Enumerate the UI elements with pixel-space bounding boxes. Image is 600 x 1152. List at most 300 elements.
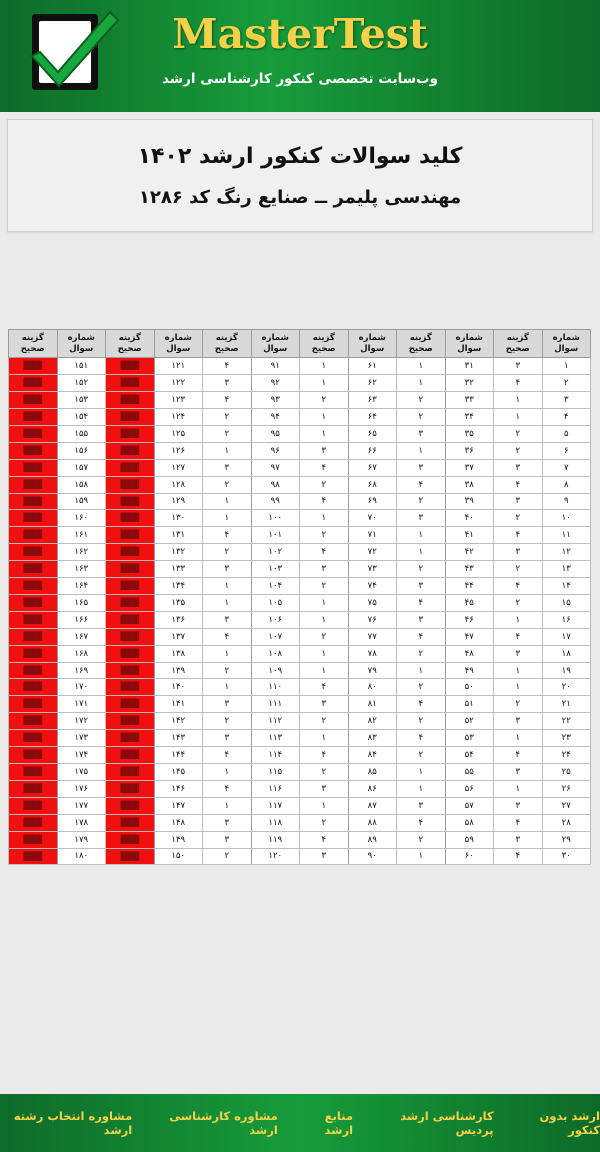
question-number-cell: ۱۰۴ [251, 578, 300, 595]
answer-cell: ۱ [203, 594, 252, 611]
answer-cell: ۲ [397, 831, 446, 848]
question-number-cell: ۹۷ [251, 459, 300, 476]
answer-cell: ۲ [300, 764, 349, 781]
question-number-cell: ۱۰۶ [251, 611, 300, 628]
question-number-cell: ۱۷۲ [57, 713, 106, 730]
question-number-cell: ۳۳ [445, 392, 494, 409]
answer-hidden-cell[interactable] [106, 730, 155, 747]
question-number-cell: ۲۳ [542, 730, 591, 747]
question-number-cell: ۸۵ [348, 764, 397, 781]
answer-hidden-cell[interactable] [9, 831, 58, 848]
answer-cell: ۱ [397, 764, 446, 781]
question-number-cell: ۱۳۸ [154, 645, 203, 662]
table-row [9, 442, 591, 459]
question-number-cell: ۵۴ [445, 747, 494, 764]
answer-hidden-cell[interactable] [9, 493, 58, 510]
answer-hidden-cell[interactable] [9, 730, 58, 747]
question-number-cell: ۸۷ [348, 797, 397, 814]
question-number-cell: ۱۶۶ [57, 611, 106, 628]
answer-hidden-cell[interactable] [9, 713, 58, 730]
answer-cell: ۲ [300, 814, 349, 831]
hidden-answer-mask: ███ [9, 629, 57, 645]
question-number-cell: ۷ [542, 459, 591, 476]
question-number-cell: ۸۰ [348, 679, 397, 696]
question-number-cell: ۶۳ [348, 392, 397, 409]
answer-hidden-cell[interactable] [106, 544, 155, 561]
hidden-answer-mask: ███ [9, 595, 57, 611]
question-number-cell: ۱۵ [542, 594, 591, 611]
table-row [9, 594, 591, 611]
question-number-cell: ۹۴ [251, 408, 300, 425]
answer-hidden-cell[interactable] [9, 408, 58, 425]
answer-cell: ۲ [397, 645, 446, 662]
footer-links [0, 1109, 600, 1137]
question-number-cell: ۵۱ [445, 696, 494, 713]
table-body [9, 358, 591, 865]
answer-hidden-cell[interactable] [106, 713, 155, 730]
question-number-cell: ۱۴۱ [154, 696, 203, 713]
question-number-cell: ۹۱ [251, 358, 300, 375]
footer-link-3[interactable]: منابع ارشد [324, 1109, 354, 1137]
question-number-cell: ۷۷ [348, 628, 397, 645]
answer-cell: ۳ [300, 561, 349, 578]
answer-hidden-cell[interactable] [9, 797, 58, 814]
footer-link-2[interactable]: کارشناسی ارشد پردیس [400, 1109, 494, 1137]
answer-hidden-cell[interactable] [9, 814, 58, 831]
answer-hidden-cell[interactable] [9, 527, 58, 544]
hidden-answer-mask: ███ [106, 392, 154, 408]
hidden-answer-mask: ███ [106, 696, 154, 712]
answer-hidden-cell[interactable] [9, 392, 58, 409]
question-number-cell: ۶۱ [348, 358, 397, 375]
question-number-cell: ۱۲۸ [154, 476, 203, 493]
answer-cell: ۲ [494, 510, 543, 527]
question-number-cell: ۱۱۸ [251, 814, 300, 831]
hidden-answer-mask: ███ [9, 375, 57, 391]
hidden-answer-mask: ███ [9, 764, 57, 780]
answer-cell: ۱ [397, 780, 446, 797]
answer-hidden-cell[interactable] [9, 679, 58, 696]
answer-hidden-cell[interactable] [9, 544, 58, 561]
question-number-cell: ۴۸ [445, 645, 494, 662]
answer-cell: ۳ [203, 375, 252, 392]
answer-cell: ۳ [397, 510, 446, 527]
question-number-cell: ۱۷۹ [57, 831, 106, 848]
hidden-answer-mask: ███ [106, 443, 154, 459]
question-number-cell: ۱۲۴ [154, 408, 203, 425]
question-number-cell: ۱۳۷ [154, 628, 203, 645]
answer-cell: ۲ [494, 594, 543, 611]
footer-link-5[interactable]: مشاوره انتخاب رشته ارشد [13, 1109, 133, 1137]
question-number-cell: ۴۵ [445, 594, 494, 611]
question-number-cell: ۱۲۵ [154, 425, 203, 442]
table-row [9, 358, 591, 375]
question-number-cell: ۱۴۴ [154, 747, 203, 764]
answer-hidden-cell[interactable] [106, 527, 155, 544]
answer-cell: ۲ [300, 578, 349, 595]
question-number-cell: ۴ [542, 408, 591, 425]
question-number-cell: ۱۴۶ [154, 780, 203, 797]
answer-cell: ۴ [494, 375, 543, 392]
answer-hidden-cell[interactable] [9, 645, 58, 662]
table-row [9, 628, 591, 645]
question-number-cell: ۹ [542, 493, 591, 510]
answer-hidden-cell[interactable] [9, 375, 58, 392]
answer-cell: ۲ [397, 392, 446, 409]
question-number-cell: ۱۵۸ [57, 476, 106, 493]
question-number-cell: ۱۶۷ [57, 628, 106, 645]
hidden-answer-mask: ███ [9, 815, 57, 831]
table-row [9, 476, 591, 493]
question-number-cell: ۱۳۰ [154, 510, 203, 527]
question-number-cell: ۸۸ [348, 814, 397, 831]
hidden-answer-mask: ███ [9, 781, 57, 797]
table-row [9, 831, 591, 848]
answer-cell: ۳ [397, 425, 446, 442]
question-number-cell: ۳۷ [445, 459, 494, 476]
hidden-answer-mask: ███ [106, 578, 154, 594]
question-number-cell: ۱۱۵ [251, 764, 300, 781]
question-number-cell: ۷۹ [348, 662, 397, 679]
question-number-cell: ۸۶ [348, 780, 397, 797]
answer-cell: ۱ [203, 679, 252, 696]
answer-cell: ۴ [494, 578, 543, 595]
table-row [9, 713, 591, 730]
answer-hidden-cell[interactable] [9, 764, 58, 781]
question-number-cell: ۱۴۸ [154, 814, 203, 831]
answer-hidden-cell[interactable] [106, 814, 155, 831]
question-number-cell: ۷۸ [348, 645, 397, 662]
question-number-cell: ۱۹ [542, 662, 591, 679]
question-number-cell: ۱۰ [542, 510, 591, 527]
col-header-answer-3: گزینه صحیح [300, 330, 349, 358]
question-number-cell: ۵۳ [445, 730, 494, 747]
col-header-answer-4: گزینه صحیح [203, 330, 252, 358]
answer-hidden-cell[interactable] [106, 408, 155, 425]
answer-cell: ۱ [300, 425, 349, 442]
question-number-cell: ۷۰ [348, 510, 397, 527]
hidden-answer-mask: ███ [9, 392, 57, 408]
table-row [9, 730, 591, 747]
question-number-cell: ۶۲ [348, 375, 397, 392]
question-number-cell: ۱۲۲ [154, 375, 203, 392]
answer-hidden-cell[interactable] [106, 628, 155, 645]
answer-hidden-cell[interactable] [9, 442, 58, 459]
question-number-cell: ۵۲ [445, 713, 494, 730]
brand-title: MasterTest [172, 10, 428, 58]
hidden-answer-mask: ███ [9, 696, 57, 712]
question-number-cell: ۹۶ [251, 442, 300, 459]
question-number-cell: ۹۰ [348, 848, 397, 865]
answer-hidden-cell[interactable] [9, 848, 58, 865]
answer-cell: ۴ [300, 831, 349, 848]
answer-cell: ۱ [397, 375, 446, 392]
hidden-answer-mask: ███ [9, 561, 57, 577]
answer-hidden-cell[interactable] [106, 442, 155, 459]
table-row [9, 780, 591, 797]
answer-hidden-cell[interactable] [106, 611, 155, 628]
table-row [9, 561, 591, 578]
question-number-cell: ۲۴ [542, 747, 591, 764]
table-row [9, 493, 591, 510]
col-header-question-6: شماره سوال [57, 330, 106, 358]
question-number-cell: ۲۰ [542, 679, 591, 696]
question-number-cell: ۱۰۷ [251, 628, 300, 645]
question-number-cell: ۱۰۹ [251, 662, 300, 679]
question-number-cell: ۳۰ [542, 848, 591, 865]
question-number-cell: ۱۷ [542, 628, 591, 645]
answer-cell: ۳ [494, 544, 543, 561]
answer-cell: ۱ [300, 730, 349, 747]
footer-link-1[interactable]: ارشد بدون کنکور [539, 1109, 600, 1137]
question-number-cell: ۵۷ [445, 797, 494, 814]
answer-hidden-cell[interactable] [106, 392, 155, 409]
answer-hidden-cell[interactable] [106, 797, 155, 814]
answer-hidden-cell[interactable] [106, 425, 155, 442]
answer-hidden-cell[interactable] [106, 848, 155, 865]
question-number-cell: ۲۸ [542, 814, 591, 831]
answer-hidden-cell[interactable] [106, 493, 155, 510]
answer-hidden-cell[interactable] [9, 696, 58, 713]
answer-hidden-cell[interactable] [106, 358, 155, 375]
answer-cell: ۲ [300, 628, 349, 645]
question-number-cell: ۶۶ [348, 442, 397, 459]
question-number-cell: ۱۱ [542, 527, 591, 544]
hidden-answer-mask: ███ [106, 544, 154, 560]
answer-cell: ۲ [203, 425, 252, 442]
question-number-cell: ۵۶ [445, 780, 494, 797]
answer-hidden-cell[interactable] [9, 611, 58, 628]
answer-hidden-cell[interactable] [106, 662, 155, 679]
answer-cell: ۴ [300, 747, 349, 764]
question-number-cell: ۱۸۰ [57, 848, 106, 865]
col-header-question-1: شماره سوال [542, 330, 591, 358]
answer-hidden-cell[interactable] [9, 578, 58, 595]
answer-cell: ۱ [300, 375, 349, 392]
question-number-cell: ۴۹ [445, 662, 494, 679]
answer-hidden-cell[interactable] [106, 375, 155, 392]
question-number-cell: ۱۶۳ [57, 561, 106, 578]
question-number-cell: ۱۵۹ [57, 493, 106, 510]
answer-cell: ۲ [300, 476, 349, 493]
answer-hidden-cell[interactable] [106, 764, 155, 781]
answer-cell: ۴ [203, 358, 252, 375]
hidden-answer-mask: ███ [106, 679, 154, 695]
hidden-answer-mask: ███ [106, 646, 154, 662]
question-number-cell: ۱۲۷ [154, 459, 203, 476]
question-number-cell: ۱۴۰ [154, 679, 203, 696]
answer-cell: ۴ [397, 730, 446, 747]
answer-cell: ۲ [494, 696, 543, 713]
answer-cell: ۳ [300, 442, 349, 459]
answer-cell: ۲ [494, 561, 543, 578]
col-header-question-2: شماره سوال [445, 330, 494, 358]
answer-cell: ۱ [397, 442, 446, 459]
question-number-cell: ۶۹ [348, 493, 397, 510]
question-number-cell: ۱۵۲ [57, 375, 106, 392]
question-number-cell: ۱۶۱ [57, 527, 106, 544]
table-head [9, 330, 591, 358]
table-row [9, 510, 591, 527]
hidden-answer-mask: ███ [9, 477, 57, 493]
answer-cell: ۱ [203, 578, 252, 595]
answer-hidden-cell[interactable] [9, 358, 58, 375]
answer-hidden-cell[interactable] [9, 747, 58, 764]
answer-hidden-cell[interactable] [9, 628, 58, 645]
question-number-cell: ۳۶ [445, 442, 494, 459]
answer-cell: ۳ [494, 645, 543, 662]
question-number-cell: ۴۶ [445, 611, 494, 628]
hidden-answer-mask: ███ [9, 849, 57, 865]
hidden-answer-mask: ███ [106, 595, 154, 611]
hidden-answer-mask: ███ [9, 663, 57, 679]
answer-cell: ۴ [397, 696, 446, 713]
question-number-cell: ۶ [542, 442, 591, 459]
question-number-cell: ۱۴۵ [154, 764, 203, 781]
answer-cell: ۱ [300, 645, 349, 662]
question-number-cell: ۵ [542, 425, 591, 442]
answer-cell: ۲ [300, 713, 349, 730]
answer-cell: ۳ [397, 578, 446, 595]
hidden-answer-mask: ███ [9, 578, 57, 594]
answer-cell: ۳ [494, 459, 543, 476]
question-number-cell: ۱۲۶ [154, 442, 203, 459]
hidden-answer-mask: ███ [106, 460, 154, 476]
question-number-cell: ۸۱ [348, 696, 397, 713]
question-number-cell: ۸۲ [348, 713, 397, 730]
col-header-answer-6: گزینه صحیح [9, 330, 58, 358]
answer-cell: ۴ [203, 527, 252, 544]
answer-hidden-cell[interactable] [9, 459, 58, 476]
answer-cell: ۴ [203, 780, 252, 797]
question-number-cell: ۳۸ [445, 476, 494, 493]
table-row [9, 392, 591, 409]
page-title: کلید سوالات کنکور ارشد ۱۴۰۲ [137, 143, 463, 169]
answer-cell: ۱ [203, 510, 252, 527]
question-number-cell: ۹۲ [251, 375, 300, 392]
answer-hidden-cell[interactable] [106, 476, 155, 493]
answer-cell: ۴ [300, 493, 349, 510]
answer-hidden-cell[interactable] [9, 561, 58, 578]
answer-hidden-cell[interactable] [106, 578, 155, 595]
question-number-cell: ۱۳ [542, 561, 591, 578]
answer-cell: ۱ [300, 611, 349, 628]
brand-subtitle: وب‌سایت تخصصی کنکور کارشناسی ارشد [162, 71, 438, 88]
question-number-cell: ۱۷۳ [57, 730, 106, 747]
answer-hidden-cell[interactable] [106, 780, 155, 797]
footer-link-4[interactable]: مشاوره کارشناسی ارشد [169, 1109, 278, 1137]
answer-cell: ۳ [494, 358, 543, 375]
answer-hidden-cell[interactable] [9, 780, 58, 797]
hidden-answer-mask: ███ [106, 798, 154, 814]
hidden-answer-mask: ███ [9, 544, 57, 560]
question-number-cell: ۵۸ [445, 814, 494, 831]
question-number-cell: ۸۳ [348, 730, 397, 747]
hidden-answer-mask: ███ [9, 494, 57, 510]
question-number-cell: ۸۴ [348, 747, 397, 764]
answer-cell: ۱ [494, 780, 543, 797]
question-number-cell: ۱۳۶ [154, 611, 203, 628]
question-number-cell: ۴۰ [445, 510, 494, 527]
hidden-answer-mask: ███ [106, 510, 154, 526]
table-row [9, 611, 591, 628]
question-number-cell: ۸ [542, 476, 591, 493]
answer-hidden-cell[interactable] [106, 510, 155, 527]
answer-cell: ۴ [397, 594, 446, 611]
answer-hidden-cell[interactable] [106, 594, 155, 611]
hidden-answer-mask: ███ [106, 663, 154, 679]
answer-cell: ۱ [397, 527, 446, 544]
answer-cell: ۱ [494, 679, 543, 696]
answer-hidden-cell[interactable] [106, 645, 155, 662]
answer-hidden-cell[interactable] [106, 459, 155, 476]
hidden-answer-mask: ███ [106, 747, 154, 763]
question-number-cell: ۱۷۷ [57, 797, 106, 814]
question-number-cell: ۱۲۹ [154, 493, 203, 510]
question-number-cell: ۴۲ [445, 544, 494, 561]
question-number-cell: ۱۵۴ [57, 408, 106, 425]
answer-cell: ۳ [203, 831, 252, 848]
col-header-answer-2: گزینه صحیح [397, 330, 446, 358]
answer-cell: ۲ [203, 544, 252, 561]
hidden-answer-mask: ███ [106, 713, 154, 729]
answer-hidden-cell[interactable] [106, 831, 155, 848]
question-number-cell: ۱۱۰ [251, 679, 300, 696]
answer-cell: ۱ [494, 730, 543, 747]
answer-hidden-cell[interactable] [9, 476, 58, 493]
hidden-answer-mask: ███ [9, 612, 57, 628]
answer-cell: ۴ [397, 476, 446, 493]
question-number-cell: ۱۱۳ [251, 730, 300, 747]
answer-cell: ۴ [494, 747, 543, 764]
question-number-cell: ۶۸ [348, 476, 397, 493]
col-header-question-5: شماره سوال [154, 330, 203, 358]
answer-hidden-cell[interactable] [106, 747, 155, 764]
question-number-cell: ۵۵ [445, 764, 494, 781]
question-number-cell: ۲۲ [542, 713, 591, 730]
question-number-cell: ۱۱۲ [251, 713, 300, 730]
answer-cell: ۳ [300, 848, 349, 865]
hidden-answer-mask: ███ [9, 713, 57, 729]
answer-cell: ۴ [494, 848, 543, 865]
answer-cell: ۲ [397, 713, 446, 730]
question-number-cell: ۱۴۹ [154, 831, 203, 848]
answer-hidden-cell[interactable] [9, 662, 58, 679]
answer-hidden-cell[interactable] [9, 510, 58, 527]
answer-hidden-cell[interactable] [9, 425, 58, 442]
answer-cell: ۱ [203, 764, 252, 781]
question-number-cell: ۱۶۴ [57, 578, 106, 595]
hidden-answer-mask: ███ [9, 527, 57, 543]
answer-hidden-cell[interactable] [106, 679, 155, 696]
question-number-cell: ۶۴ [348, 408, 397, 425]
question-number-cell: ۱۸ [542, 645, 591, 662]
answer-cell: ۳ [300, 696, 349, 713]
table-row [9, 544, 591, 561]
answer-hidden-cell[interactable] [9, 594, 58, 611]
answer-cell: ۳ [203, 459, 252, 476]
question-number-cell: ۱۲۳ [154, 392, 203, 409]
answer-cell: ۲ [397, 679, 446, 696]
answer-cell: ۴ [494, 814, 543, 831]
table-row [9, 696, 591, 713]
question-number-cell: ۱۷۱ [57, 696, 106, 713]
answer-hidden-cell[interactable] [106, 561, 155, 578]
question-number-cell: ۹۵ [251, 425, 300, 442]
question-number-cell: ۱۶۰ [57, 510, 106, 527]
answer-cell: ۳ [397, 797, 446, 814]
answer-hidden-cell[interactable] [106, 696, 155, 713]
